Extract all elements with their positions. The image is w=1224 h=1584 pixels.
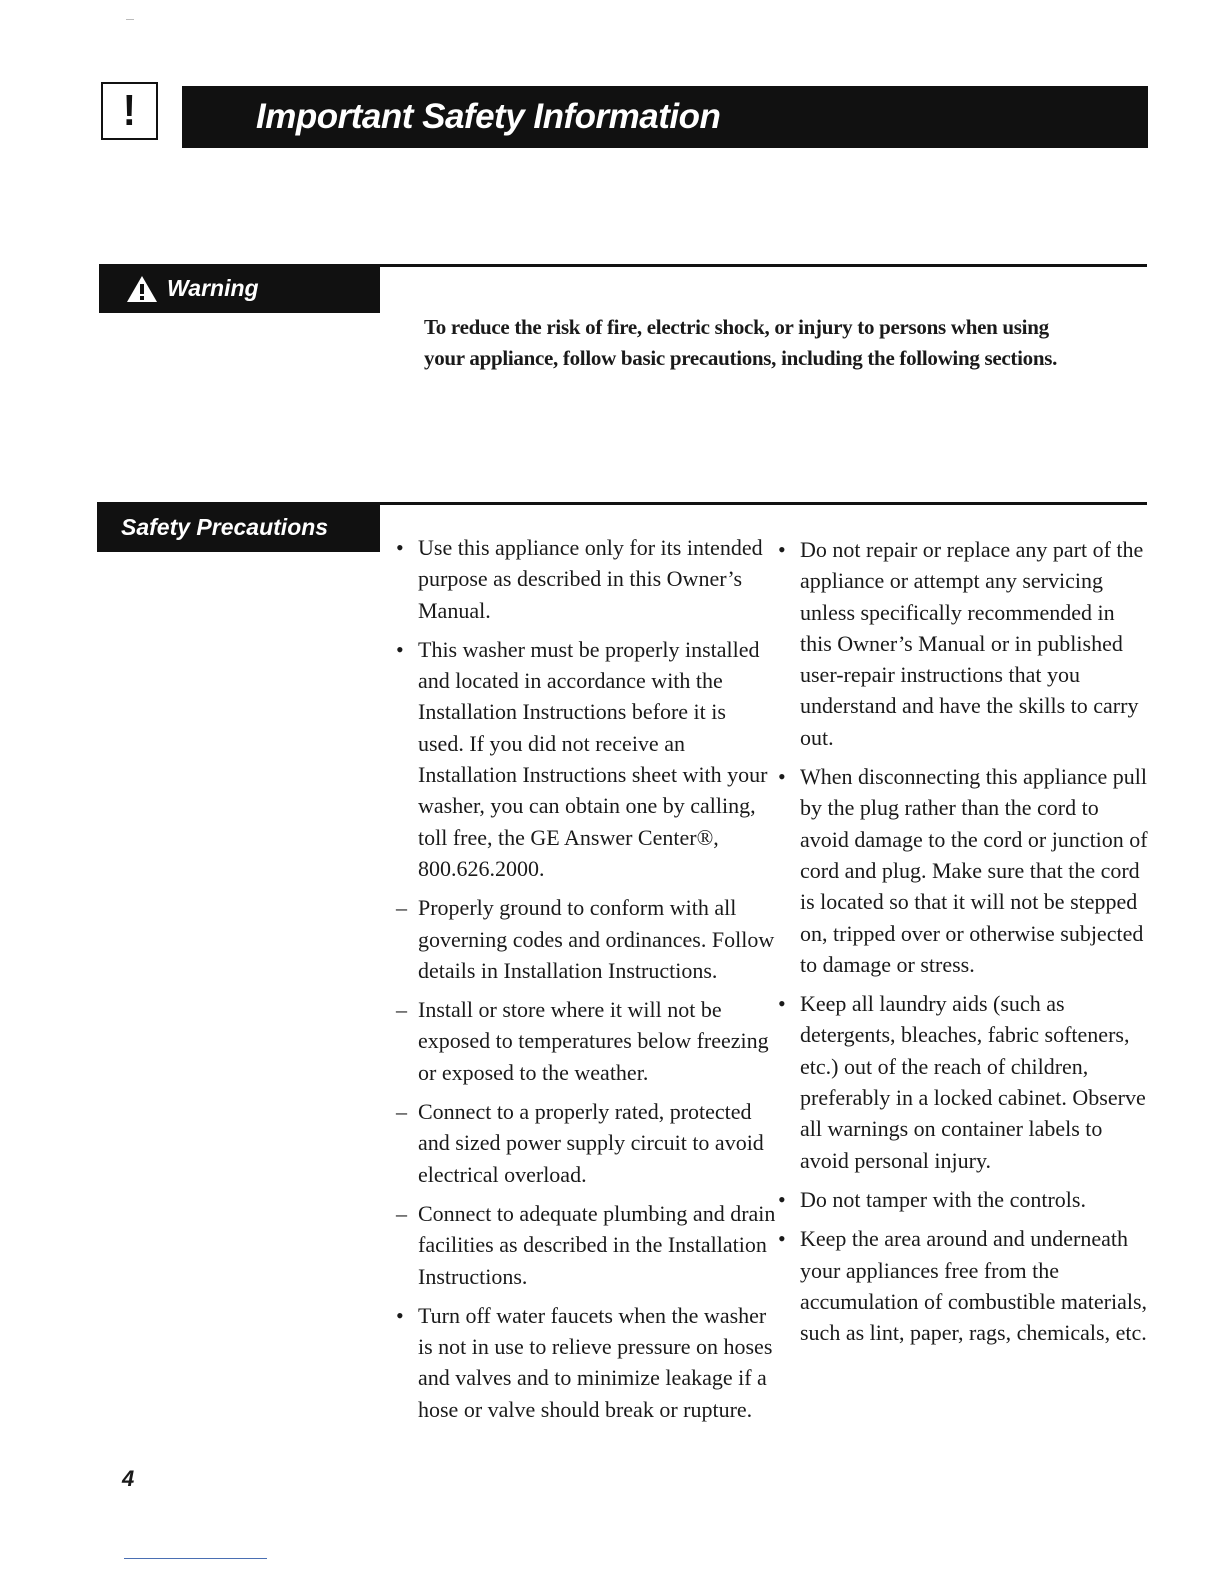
exclamation-icon bbox=[101, 82, 158, 140]
scan-mark bbox=[126, 19, 134, 20]
list-item-text: This washer must be properly installed and located in accordance with the Installation Instructions before it is used. If you did not receive an Installation Instructions sheet with your washer, you can obtain one by calling, toll free, the GE Answer Center®, 800.626.2000. bbox=[418, 636, 768, 881]
list-item-text: Keep all laundry aids (such as detergents, bleaches, fabric softeners, etc.) out of the reach of children, preferably in a locked cabinet. Observe all warnings on container labels to avoid personal injury. bbox=[800, 991, 1146, 1173]
list-item bbox=[396, 994, 776, 1088]
bullet-marker: • bbox=[778, 1186, 786, 1212]
list-item-text: When disconnecting this appliance pull by the plug rather than the cord to avoid damage to the cord or junction of cord and plug. Make sure that the cord is located so that it will not be stepped on, tripped over or otherwise subjected to damage or stress. bbox=[800, 764, 1148, 977]
page-number: 4 bbox=[122, 1466, 135, 1491]
footer-rule bbox=[124, 1558, 267, 1559]
bullet-marker: • bbox=[396, 1302, 404, 1328]
bullet-marker: • bbox=[778, 1226, 786, 1252]
safety-section-label bbox=[97, 502, 380, 552]
list-item-text: Keep the area around and underneath your appliances free from the accumulation of combustible materials, such as lint, paper, rags, chemicals, etc. bbox=[800, 1226, 1148, 1346]
dash-marker: – bbox=[396, 997, 407, 1023]
section-divider-safety bbox=[380, 502, 1147, 505]
list-item bbox=[396, 1198, 776, 1292]
list-item bbox=[778, 1184, 1148, 1215]
list-item-text: Do not repair or replace any part of the appliance or attempt any servicing unless specifically recommended in this Owner’s Manual or in published user-repair instructions that you understand and have the skills to carry out. bbox=[800, 537, 1144, 750]
page-title-bar bbox=[182, 86, 1148, 148]
list-item bbox=[396, 634, 776, 884]
list-item bbox=[396, 532, 776, 626]
bullet-marker: • bbox=[778, 991, 786, 1017]
list-item-text: Turn off water faucets when the washer is not in use to relieve pressure on hoses and valves and to minimize leakage if a hose or valve should break or rupture. bbox=[418, 1302, 773, 1422]
section-divider-warning bbox=[380, 264, 1147, 267]
exclamation-glyph: ! bbox=[122, 86, 137, 135]
list-item bbox=[778, 761, 1148, 980]
warning-triangle-icon bbox=[125, 274, 159, 304]
list-item bbox=[396, 892, 776, 986]
precautions-column-right bbox=[778, 534, 1148, 1356]
safety-label-text: Safety Precautions bbox=[121, 513, 329, 540]
list-item-text: Connect to a properly rated, protected and sized power supply circuit to avoid electrical overload. bbox=[418, 1099, 764, 1187]
list-item bbox=[778, 534, 1148, 753]
page-title: Important Safety Information bbox=[256, 97, 721, 136]
list-item-text: Install or store where it will not be exposed to temperatures below freezing or exposed to the weather. bbox=[418, 997, 769, 1085]
warning-statement: To reduce the risk of fire, electric shock, or injury to persons when using your appliance, follow basic precautions, including the following sections. bbox=[424, 315, 1058, 370]
bullet-marker: • bbox=[396, 636, 404, 662]
bullet-marker: • bbox=[396, 535, 404, 560]
warning-label-text: Warning bbox=[167, 275, 259, 301]
warning-section-label bbox=[99, 264, 380, 313]
list-item bbox=[778, 988, 1148, 1176]
bullet-marker: • bbox=[778, 537, 786, 562]
list-item-text: Do not tamper with the controls. bbox=[800, 1186, 1086, 1212]
list-item bbox=[778, 1223, 1148, 1348]
list-item bbox=[396, 1096, 776, 1190]
dash-marker: – bbox=[396, 1099, 407, 1125]
list-item-text: Properly ground to conform with all governing codes and ordinances. Follow details in Installation Instructions. bbox=[418, 895, 775, 983]
list-item-text: Connect to adequate plumbing and drain facilities as described in the Installation Instructions. bbox=[418, 1200, 776, 1289]
precautions-column-left bbox=[396, 532, 776, 1433]
dash-marker: – bbox=[396, 1200, 407, 1226]
list-item bbox=[396, 1300, 776, 1425]
dash-marker: – bbox=[396, 895, 407, 921]
bullet-marker: • bbox=[778, 764, 786, 790]
list-item-text: Use this appliance only for its intended purpose as described in this Owner’s Manual. bbox=[418, 535, 763, 623]
